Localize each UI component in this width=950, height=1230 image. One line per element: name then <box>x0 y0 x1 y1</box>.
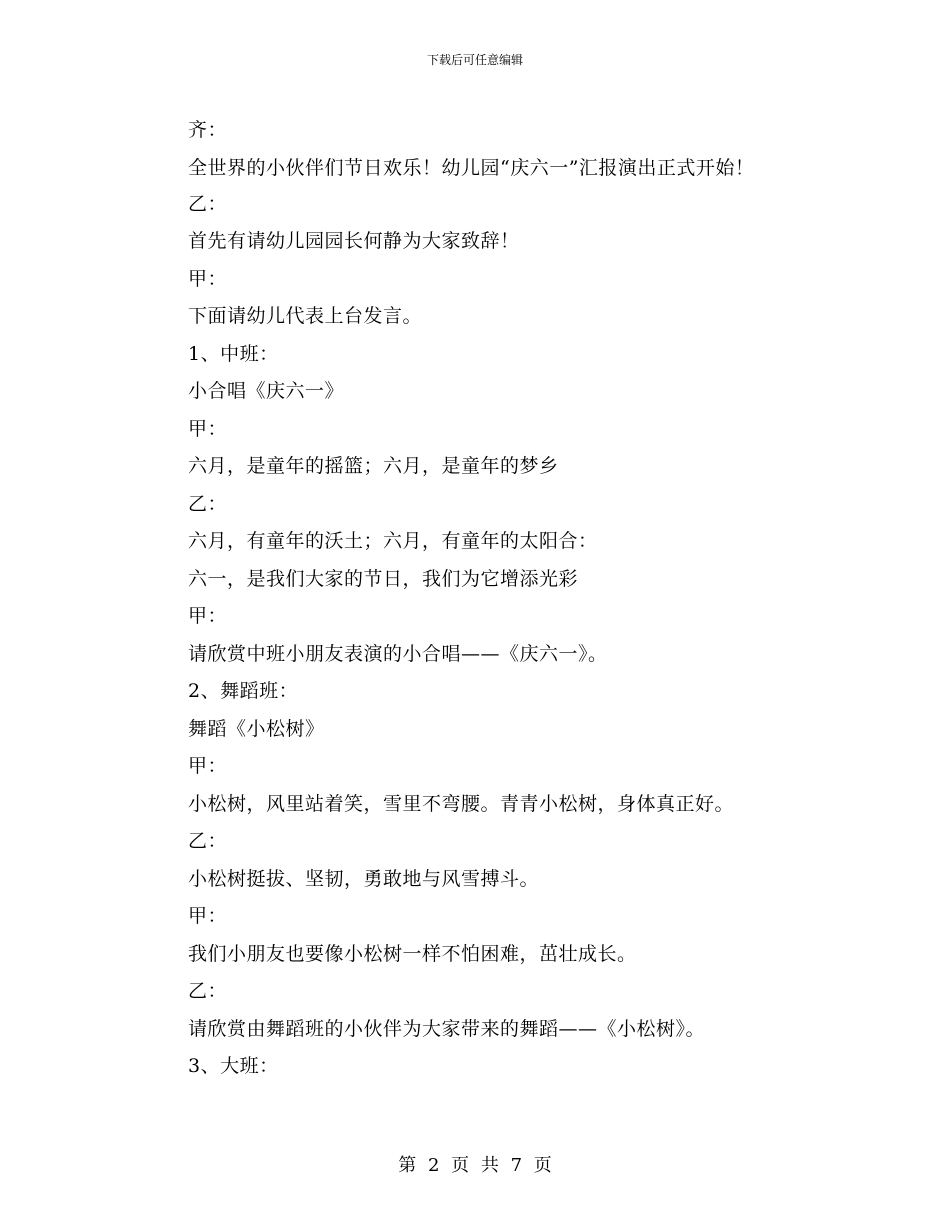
paragraph: 请欣赏中班小朋友表演的小合唱——《庆六一》。 <box>188 642 608 665</box>
paragraph: 舞蹈《小松树》 <box>188 717 325 740</box>
paragraph: 乙： <box>188 492 228 515</box>
paragraph: 小松树，风里站着笑，雪里不弯腰。青青小松树，身体真正好。 <box>188 792 735 815</box>
paragraph: 我们小朋友也要像小松树一样不怕困难，茁壮成长。 <box>188 942 637 965</box>
paragraph: 六月，有童年的沃土；六月，有童年的太阳合： <box>188 530 598 552</box>
paragraph: 甲： <box>188 605 228 627</box>
document-body <box>143 112 808 1086</box>
paragraph: 六月，是童年的摇篮；六月，是童年的梦乡 <box>188 455 559 477</box>
paragraph: 乙： <box>188 192 228 215</box>
paragraph: 六一，是我们大家的节日，我们为它增添光彩 <box>188 567 579 590</box>
paragraph: 乙： <box>188 980 228 1002</box>
paragraph: 下面请幼儿代表上台发言。 <box>188 305 423 327</box>
paragraph: 3、大班： <box>188 1055 279 1077</box>
paragraph: 1、中班： <box>188 342 279 365</box>
paragraph: 甲： <box>188 267 228 290</box>
paragraph: 甲： <box>188 755 228 777</box>
paragraph: 小合唱《庆六一》 <box>188 380 345 402</box>
paragraph: 小松树挺拔、坚韧，勇敢地与风雪搏斗。 <box>188 867 540 890</box>
paragraph: 首先有请幼儿园园长何静为大家致辞！ <box>188 230 520 252</box>
paragraph: 全世界的小伙伴们节日欢乐！幼儿园“庆六一”汇报演出正式开始！ <box>188 156 755 179</box>
paragraph: 2、舞蹈班： <box>188 680 299 702</box>
paragraph: 甲： <box>188 417 228 440</box>
paragraph: 请欣赏由舞蹈班的小伙伴为大家带来的舞蹈——《小松树》。 <box>188 1017 706 1040</box>
paragraph: 乙： <box>188 830 228 852</box>
page-number-footer: 第 2 页 共 7 页 <box>398 1155 552 1176</box>
paragraph: 齐： <box>188 119 228 141</box>
paragraph: 甲： <box>188 905 228 927</box>
page-header: 下载后可任意编辑 <box>426 53 523 67</box>
